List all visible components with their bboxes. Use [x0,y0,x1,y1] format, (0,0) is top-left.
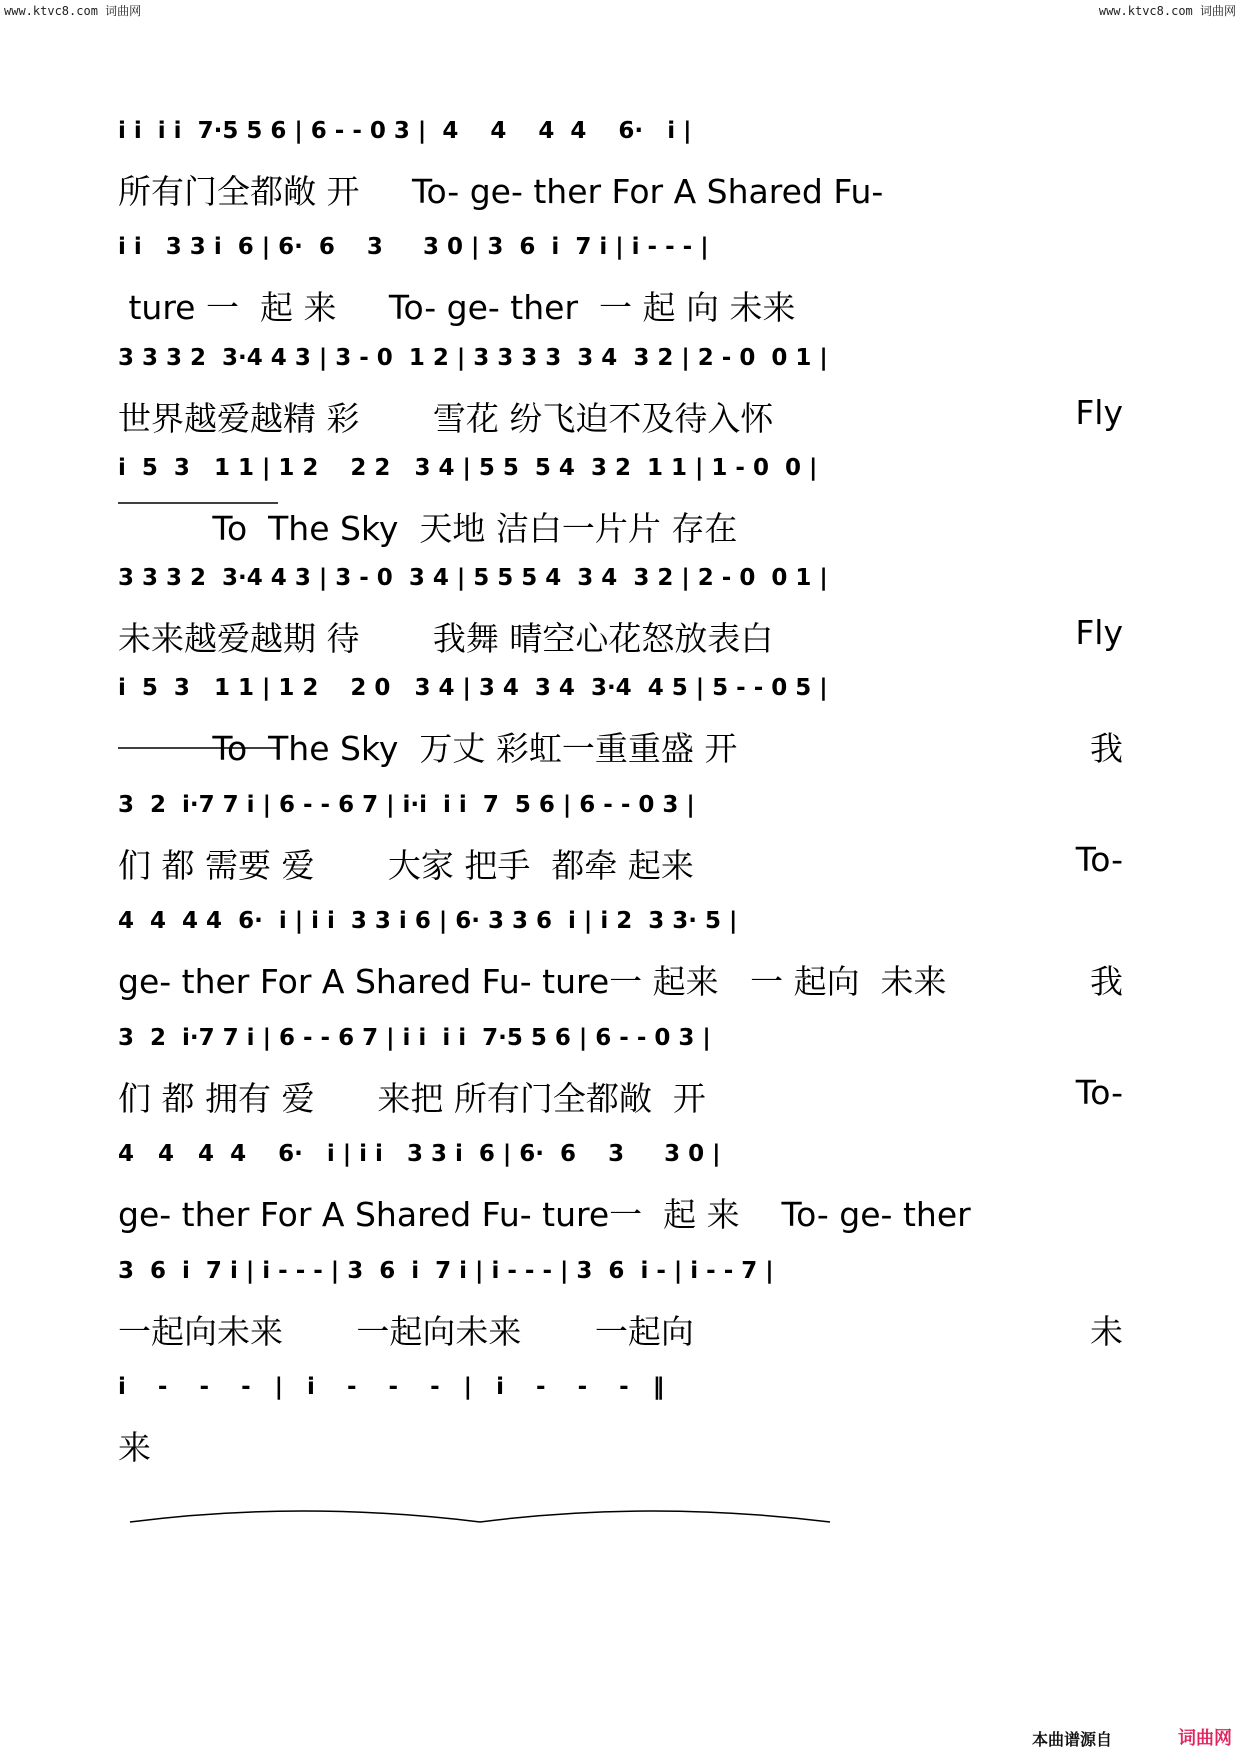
notation-line: 3 6 i 7 i | i - - - | 3 6 i 7 i | i - - - | 3 6 i - | i - - 7 | [118,1258,774,1284]
lyrics-text-right: 我 [1090,962,1123,1001]
lyrics-text: ture 一 起 来 To- ge- ther 一 起 向 未来 [118,288,796,327]
notation-line: 4 4 4 4 6· i | i i 3 3 i 6 | 6· 6 3 3 0 | [118,1141,721,1167]
notation-line: i i 3 3 i 6 | 6· 6 3 3 0 | 3 6 i 7 i | i - - - | [118,234,709,260]
lyrics-text: 世界越爱越精 彩 雪花 纷飞迫不及待入怀 [118,399,774,438]
notation-line: i i i i 7·5 5 6 | 6 - - 0 3 | 4 4 4 4 6· i | [118,118,692,144]
lyrics-text-right: 未 [1090,1312,1123,1351]
lyrics-text: 所有门全都敞 开 To- ge- ther For A Shared Fu- [118,172,884,211]
notation-line: i 5 3 1 1 | 1 2 2 0 3 4 | 3 4 3 4 3·4 4 5 | 5 - - 0 5 | [118,675,828,701]
lyrics-text: To The Sky 天地 洁白一片片 存在 [118,509,738,548]
tie-arc [130,1511,480,1522]
footer-source-text: 本曲谱源自 [1032,1730,1113,1749]
lyrics-text: 们 都 拥有 爱 来把 所有门全都敞 开 [118,1079,706,1118]
notation-line: 3 2 i·7 7 i | 6 - - 6 7 | i i i i 7·5 5 6 | 6 - - 0 3 | [118,1025,711,1051]
notation-line: 4 4 4 4 6· i | i i 3 3 i 6 | 6· 3 3 6 i | i 2 3 3· 5 | [118,908,738,934]
lyrics-text: 们 都 需要 爱 大家 把手 都牵 起来 [118,846,694,885]
lyrics-text: To The Sky 万丈 彩虹一重重盛 开 [118,729,738,768]
lyrics-text-right: Fly [1075,613,1123,652]
header-site-left[interactable]: www.ktvc8.com 词曲网 [4,4,142,18]
footer-logo[interactable]: 词曲网 [1178,1728,1232,1749]
lyrics-text-right: Fly [1075,393,1123,432]
lyrics-text: 来 [118,1428,151,1467]
lyrics-text-right: 我 [1090,729,1123,768]
lyrics-text: 一起向未来 一起向未来 一起向 [118,1312,694,1351]
notation-line: i - - - | i - - - | i - - - ‖ [118,1374,665,1400]
lyrics-text-right: To- [1075,840,1123,879]
notation-line: 3 3 3 2 3·4 4 3 | 3 - 0 1 2 | 3 3 3 3 3 4 3 2 | 2 - 0 0 1 | [118,345,828,371]
lyrics-text: ge- ther For A Shared Fu- ture一 起来 一 起向 未来 [118,962,947,1001]
lyrics-text: 未来越爱越期 待 我舞 晴空心花怒放表白 [118,619,774,658]
notation-line: 3 2 i·7 7 i | 6 - - 6 7 | i·i i i 7 5 6 | 6 - - 0 3 | [118,792,695,818]
notation-line: 3 3 3 2 3·4 4 3 | 3 - 0 3 4 | 5 5 5 4 3 4 3 2 | 2 - 0 0 1 | [118,565,828,591]
lyrics-text: ge- ther For A Shared Fu- ture一 起 来 To- ge- ther [118,1195,971,1234]
header-site-right[interactable]: www.ktvc8.com 词曲网 [1098,4,1236,18]
lyrics-text-right: To- [1075,1073,1123,1112]
tie-arc [480,1511,830,1522]
notation-line: i 5 3 1 1 | 1 2 2 2 3 4 | 5 5 5 4 3 2 1 1 | 1 - 0 0 | [118,455,818,481]
